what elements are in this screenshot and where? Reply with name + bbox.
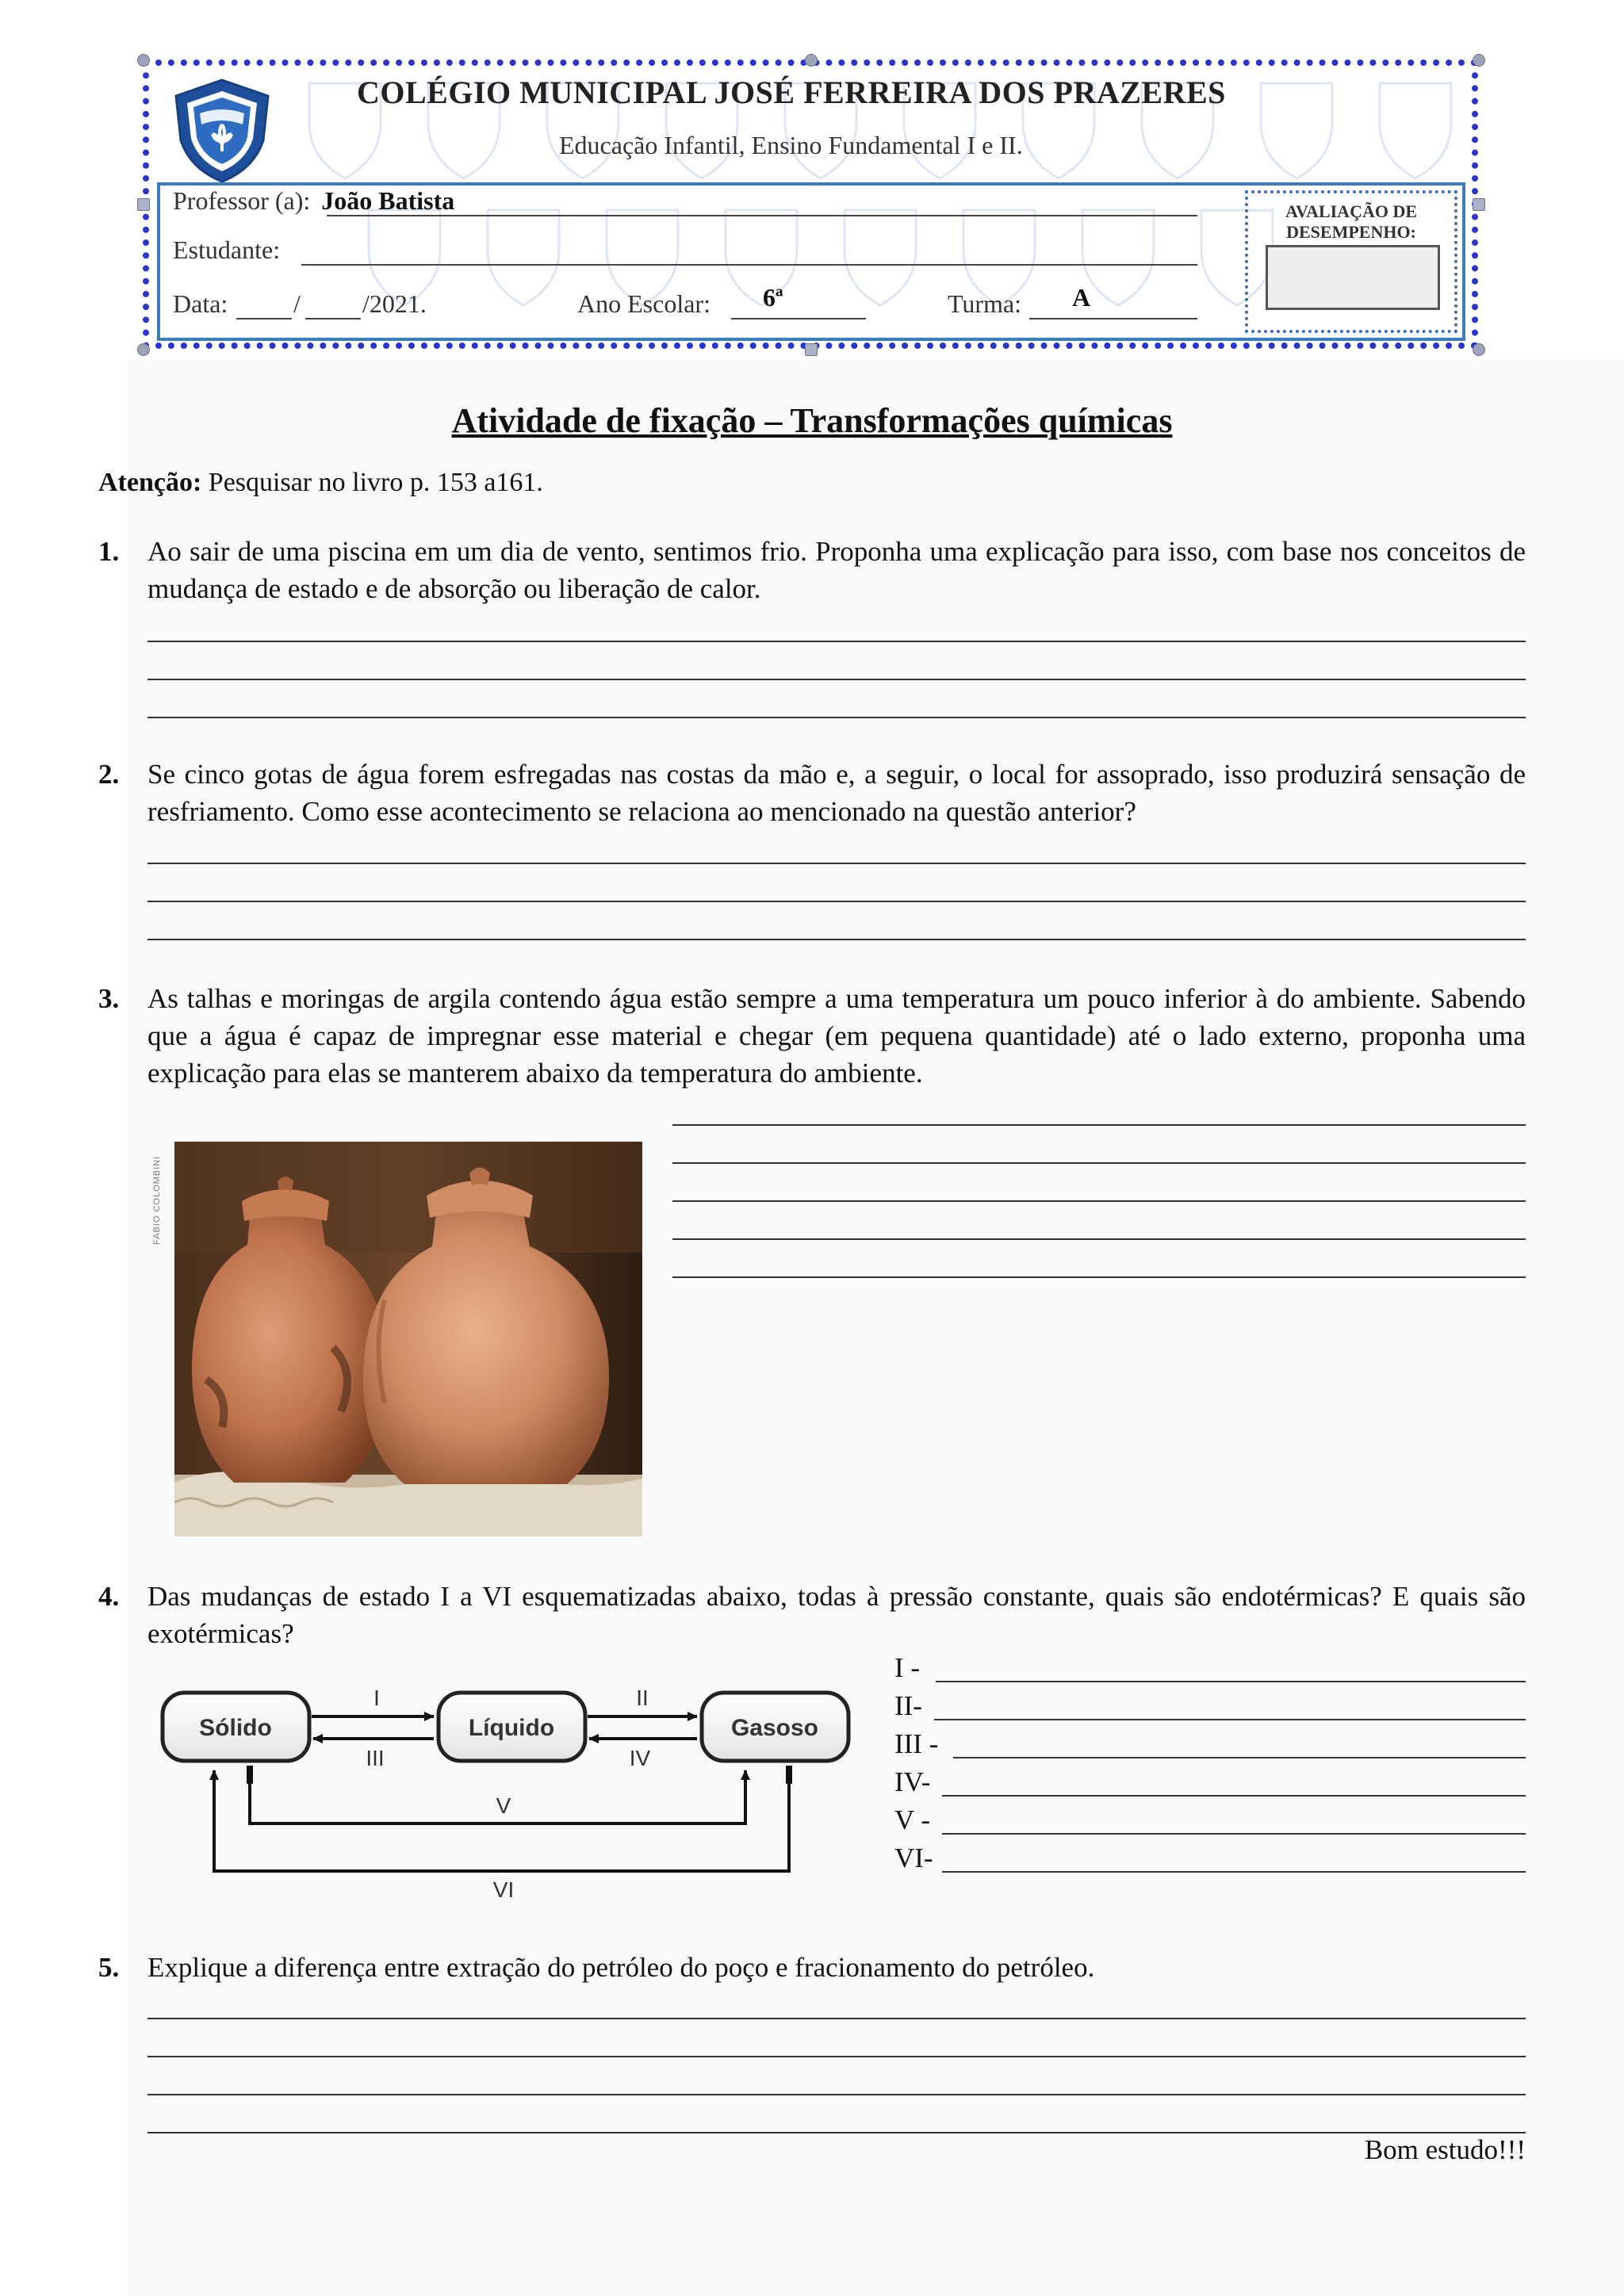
- date-month-line[interactable]: [305, 318, 361, 320]
- school-header: [143, 59, 1478, 349]
- professor-label: Professor (a):: [173, 186, 311, 215]
- answer-line[interactable]: [672, 1200, 1526, 1202]
- date-field: [173, 289, 228, 319]
- answer-label-I: I -: [894, 1652, 921, 1683]
- class-value: A: [1072, 283, 1091, 312]
- state-change-diagram: [155, 1677, 868, 1899]
- date-separator: /: [293, 289, 301, 318]
- activity-title: Atividade de fixação – Transformações químicas: [451, 401, 1173, 440]
- question-text: Se cinco gotas de água forem esfregadas nas costas da mão e, a seguir, o local for assoprado, isso produzirá sensação de resfriamento. Como esse acontecimento se relaciona ao mencionado na questão anterior?: [147, 759, 1526, 827]
- answer-line[interactable]: [672, 1124, 1526, 1126]
- attention-text: Pesquisar no livro p. 153 a161.: [201, 468, 543, 497]
- resize-handle: [805, 54, 818, 67]
- question-number: 5.: [98, 1952, 120, 1983]
- answer-line[interactable]: [147, 2056, 1526, 2057]
- date-year: /2021.: [362, 289, 427, 318]
- question-number: 3.: [98, 983, 120, 1014]
- school-crest-icon: [167, 75, 278, 186]
- answer-line[interactable]: [672, 1276, 1526, 1278]
- arrow-label-I: I: [373, 1686, 380, 1710]
- resize-handle: [805, 343, 818, 356]
- answer-line[interactable]: [672, 1238, 1526, 1240]
- arrow-label-II: II: [636, 1686, 649, 1710]
- answer-line[interactable]: [942, 1871, 1526, 1873]
- question-number: 1.: [98, 536, 120, 567]
- professor-underline: [327, 215, 1197, 216]
- state-liquid-label: Líquido: [468, 1715, 555, 1741]
- question-number: 4.: [98, 1581, 120, 1612]
- question-text: As talhas e moringas de argila contendo água estão sempre a uma temperatura um pouco inferior à do ambiente. Sabendo que a água é capaz de impregnar esse material e chegar (em pequena quantidade) até o lado externo, proponha uma explicação para elas se manterem abaixo da temperatura do ambiente.: [147, 983, 1526, 1089]
- arrow-label-VI: VI: [492, 1877, 515, 1899]
- question-text: Das mudanças de estado I a VI esquematizadas abaixo, todas à pressão constante, quais são endotérmicas? E quais são exotérmicas?: [147, 1581, 1526, 1649]
- class-underline: [1029, 318, 1197, 320]
- photo-credit: FABIO COLOMBINI: [152, 1155, 162, 1245]
- answer-line[interactable]: [147, 717, 1526, 718]
- answer-line[interactable]: [147, 863, 1526, 864]
- arrow-label-IV: IV: [629, 1746, 651, 1770]
- answer-label-VI: VI-: [894, 1843, 933, 1873]
- answer-line[interactable]: [936, 1681, 1526, 1682]
- answer-line[interactable]: [942, 1795, 1526, 1797]
- clay-jars-photo: [174, 1142, 642, 1536]
- resize-handle: [137, 198, 150, 211]
- answer-line[interactable]: [147, 2094, 1526, 2095]
- answer-line[interactable]: [953, 1757, 1526, 1758]
- grade-label: Ano Escolar:: [577, 289, 710, 318]
- evaluation-grade-field[interactable]: [1266, 245, 1440, 310]
- answer-label-II: II-: [894, 1690, 922, 1721]
- grade-value: 6ª: [763, 283, 783, 312]
- answer-label-IV: IV-: [894, 1766, 931, 1797]
- date-label: Data:: [173, 289, 228, 318]
- state-gas-label: Gasoso: [730, 1715, 819, 1741]
- student-field: [173, 235, 280, 265]
- resize-handle: [1473, 54, 1485, 67]
- answer-line[interactable]: [147, 641, 1526, 642]
- arrow-label-III: III: [366, 1746, 385, 1770]
- question-number: 2.: [98, 759, 120, 790]
- attention-note: [98, 468, 543, 498]
- date-day-line[interactable]: [236, 318, 292, 320]
- question-text: Explique a diferença entre extração do petróleo do poço e fracionamento do petróleo.: [147, 1952, 1095, 1983]
- resize-handle: [137, 54, 150, 67]
- answer-label-III: III -: [894, 1728, 939, 1759]
- professor-field: [173, 186, 454, 216]
- arrow-VI: [214, 1766, 789, 1871]
- closing-message: Bom estudo!!!: [1364, 2134, 1526, 2165]
- answer-line[interactable]: [147, 2132, 1526, 2133]
- student-input-line[interactable]: [301, 264, 1197, 266]
- student-label: Estudante:: [173, 235, 281, 264]
- class-label: Turma:: [948, 289, 1022, 318]
- answer-label-V: V -: [894, 1804, 931, 1835]
- professor-value: João Batista: [321, 186, 455, 215]
- school-name: COLÉGIO MUNICIPAL JOSÉ FERREIRA DOS PRAZERES: [357, 75, 1226, 110]
- school-subtitle: Educação Infantil, Ensino Fundamental I e II.: [559, 131, 1023, 159]
- arrow-label-V: V: [496, 1793, 511, 1818]
- question-text: Ao sair de uma piscina em um dia de vento, sentimos frio. Proponha uma explicação para isso, com base nos conceitos de mudança de estado e de absorção ou liberação de calor.: [147, 536, 1526, 604]
- resize-handle: [137, 343, 150, 356]
- answer-line[interactable]: [147, 901, 1526, 902]
- answer-line[interactable]: [147, 939, 1526, 940]
- answer-line[interactable]: [934, 1719, 1526, 1720]
- answer-line[interactable]: [942, 1833, 1526, 1835]
- answer-line[interactable]: [147, 2018, 1526, 2019]
- answer-line[interactable]: [672, 1162, 1526, 1164]
- resize-handle: [1473, 343, 1485, 356]
- resize-handle: [1473, 198, 1485, 211]
- answer-line[interactable]: [147, 679, 1526, 680]
- evaluation-label: AVALIAÇÃO DE DESEMPENHO:: [1285, 201, 1418, 242]
- grade-underline: [731, 318, 866, 320]
- attention-label: Atenção:: [98, 468, 202, 497]
- state-solid-label: Sólido: [199, 1715, 272, 1741]
- evaluation-box: [1245, 190, 1457, 333]
